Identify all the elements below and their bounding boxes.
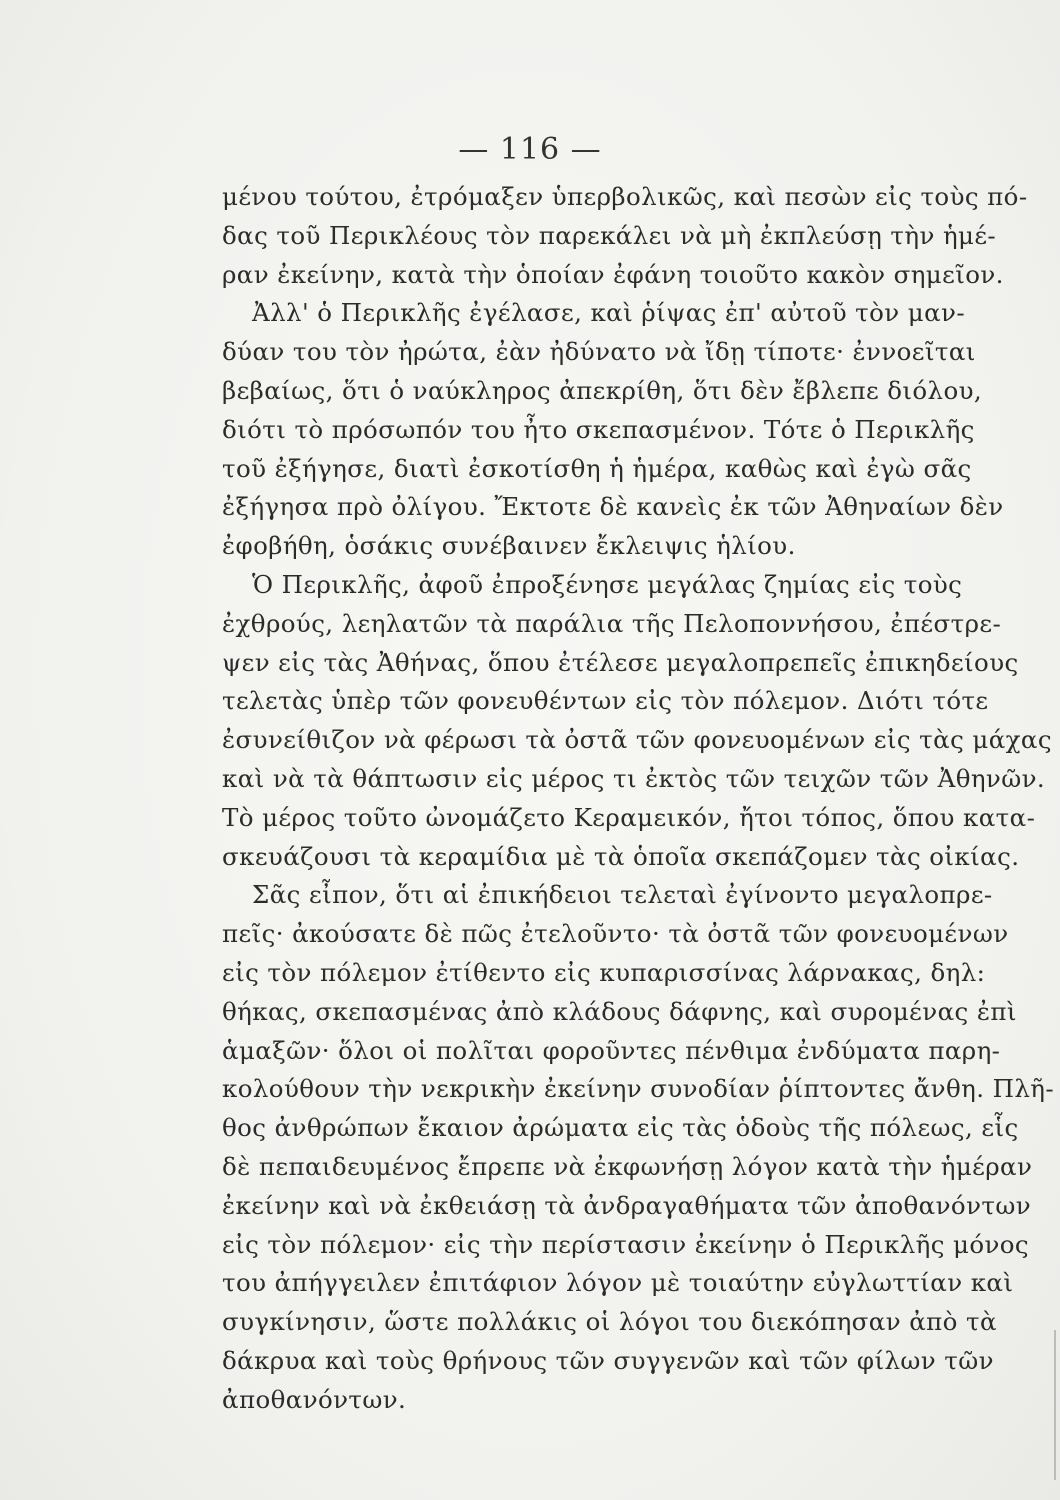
text-line: διότι τὸ πρόσωπόν του ἦτο σκεπασμένον. Τότε ὁ Περικλῆς bbox=[222, 414, 975, 444]
text-line: κολούθουν τὴν νεκρικὴν ἐκείνην συνοδίαν ῥίπτοντες ἄνθη. Πλῆ- bbox=[222, 1074, 1055, 1104]
text-line: τελετὰς ὑπὲρ τῶν φονευθέντων εἰς τὸν πόλεμον. Διότι τότε bbox=[222, 686, 989, 716]
text-line: του ἀπήγγειλεν ἐπιτάφιον λόγον μὲ τοιαύτην εὐγλωττίαν καὶ bbox=[222, 1268, 1014, 1298]
text-line: θήκας, σκεπασμένας ἀπὸ κλάδους δάφνης, καὶ συρομένας ἐπὶ bbox=[222, 996, 1017, 1026]
page-body-text bbox=[222, 178, 1055, 1420]
text-line: Σᾶς εἶπον, ὅτι αἱ ἐπικήδειοι τελεταὶ ἐγίνοντο μεγαλοπρε- bbox=[252, 880, 993, 910]
text-line: ἐσυνείθιζον νὰ φέρωσι τὰ ὀστᾶ τῶν φονευομένων εἰς τὰς μάχας bbox=[222, 725, 1052, 755]
text-line: ἐξήγησα πρὸ ὀλίγου. Ἔκτοτε δὲ κανεὶς ἐκ τῶν Ἀθηναίων δὲν bbox=[222, 492, 1004, 522]
text-line: Τὸ μέρος τοῦτο ὠνομάζετο Κεραμεικόν, ἤτοι τόπος, ὅπου κατα- bbox=[222, 802, 1036, 832]
text-line: μένου τούτου, ἐτρόμαξεν ὑπερβολικῶς, καὶ πεσὼν εἰς τοὺς πό- bbox=[222, 182, 1028, 211]
text-line: δὲ πεπαιδευμένος ἔπρεπε νὰ ἐκφωνήσῃ λόγον κατὰ τὴν ἡμέραν bbox=[222, 1151, 1033, 1181]
text-line: Ἀλλ' ὁ Περικλῆς ἐγέλασε, καὶ ῥίψας ἐπ' αὐτοῦ τὸν μαν- bbox=[252, 298, 966, 328]
page-edge-mark bbox=[1054, 1330, 1056, 1480]
text-line: καὶ νὰ τὰ θάπτωσιν εἰς μέρος τι ἐκτὸς τῶν τειχῶν τῶν Ἀθηνῶν. bbox=[222, 763, 1046, 793]
page-number: — 116 — bbox=[458, 132, 602, 167]
text-line: ἐφοβήθη, ὁσάκις συνέβαινεν ἔκλειψις ἡλίου. bbox=[222, 531, 796, 561]
text-line: θος ἀνθρώπων ἔκαιον ἀρώματα εἰς τὰς ὁδοὺς τῆς πόλεως, εἷς bbox=[222, 1113, 1019, 1143]
text-line: τοῦ ἐξήγησε, διατὶ ἐσκοτίσθη ἡ ἡμέρα, καθὼς καὶ ἐγὼ σᾶς bbox=[222, 453, 972, 483]
text-line: ραν ἐκείνην, κατὰ τὴν ὁποίαν ἐφάνη τοιοῦτο κακὸν σημεῖον. bbox=[222, 259, 1004, 289]
text-line: ἐκείνην καὶ νὰ ἐκθειάσῃ τὰ ἀνδραγαθήματα τῶν ἀποθανόντων bbox=[222, 1190, 1031, 1220]
text-line: ἁμαξῶν· ὅλοι οἱ πολῖται φοροῦντες πένθιμα ἐνδύματα παρη- bbox=[222, 1035, 1001, 1065]
text-line: Ὁ Περικλῆς, ἀφοῦ ἐπροξένησε μεγάλας ζημίας εἰς τοὺς bbox=[252, 569, 963, 599]
text-line: δάκρυα καὶ τοὺς θρήνους τῶν συγγενῶν καὶ τῶν φίλων τῶν bbox=[222, 1345, 994, 1375]
text-line: σκευάζουσι τὰ κεραμίδια μὲ τὰ ὁποῖα σκεπάζομεν τὰς οἰκίας. bbox=[222, 841, 1020, 871]
text-line: ψεν εἰς τὰς Ἀθήνας, ὅπου ἐτέλεσε μεγαλοπρεπεῖς ἐπικηδείους bbox=[222, 647, 1019, 677]
text-line: βεβαίως, ὅτι ὁ ναύκληρος ἀπεκρίθη, ὅτι δὲν ἔβλεπε διόλου, bbox=[222, 375, 983, 405]
text-line: ἀποθανόντων. bbox=[222, 1384, 407, 1414]
text-line: ἐχθρούς, λεηλατῶν τὰ παράλια τῆς Πελοποννήσου, ἐπέστρε- bbox=[222, 608, 1002, 638]
text-line: εἰς τὸν πόλεμον· εἰς τὴν περίστασιν ἐκείνην ὁ Περικλῆς μόνος bbox=[222, 1229, 1030, 1259]
text-line: δύαν του τὸν ἠρώτα, ἐὰν ἠδύνατο νὰ ἴδῃ τίποτε· ἐννοεῖται bbox=[222, 337, 976, 367]
text-line: πεῖς· ἀκούσατε δὲ πῶς ἐτελοῦντο· τὰ ὀστᾶ τῶν φονευομένων bbox=[222, 919, 1009, 949]
text-line: εἰς τὸν πόλεμον ἐτίθεντο εἰς κυπαρισσίνας λάρνακας, δηλ: bbox=[222, 957, 986, 987]
text-line: συγκίνησιν, ὥστε πολλάκις οἱ λόγοι του διεκόπησαν ἀπὸ τὰ bbox=[222, 1307, 997, 1337]
text-line: δας τοῦ Περικλέους τὸν παρεκάλει νὰ μὴ ἐκπλεύσῃ τὴν ἡμέ- bbox=[222, 220, 997, 250]
